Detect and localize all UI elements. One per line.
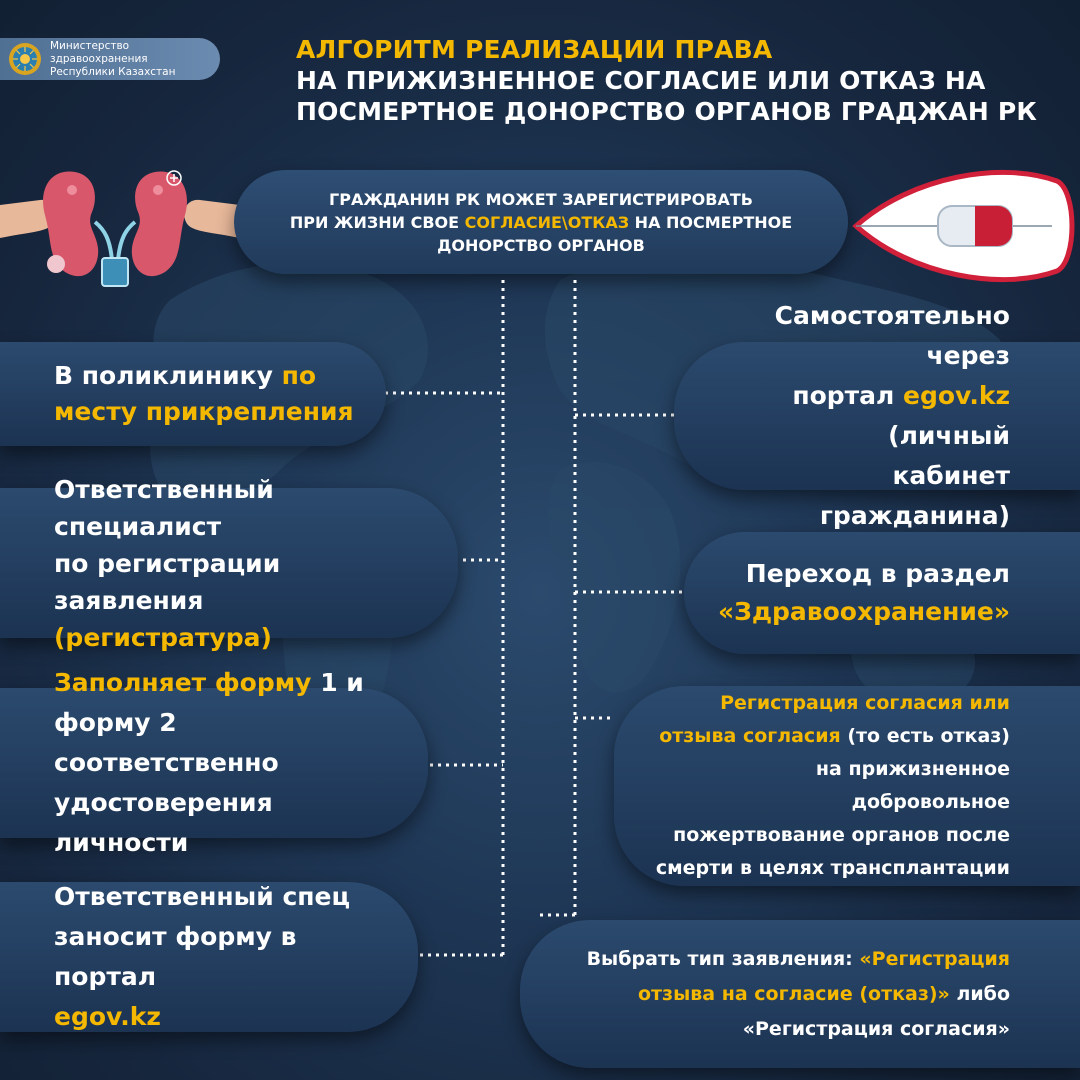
ministry-name: Министерство здравоохранения Республики Казахстан	[50, 39, 176, 78]
right-step-3: Регистрация согласия или отзыва согласия (то есть отказ) на прижизненное добровольное пожертвование органов после смерти в целях трансплантации	[614, 686, 1080, 886]
right-step-2: Переход в раздел «Здравоохранение»	[684, 532, 1080, 654]
ministry-badge	[0, 38, 220, 80]
page-title	[296, 34, 1056, 127]
title-line-3: ПОСМЕРТНОЕ ДОНОРСТВО ОРГАНОВ ГРАДЖАН РК	[296, 97, 1038, 126]
title-line-1: АЛГОРИТМ РЕАЛИЗАЦИИ ПРАВА	[296, 35, 773, 64]
left-step-3: Заполняет форму 1 и форму 2 соответственно удостоверения личности	[0, 688, 428, 838]
left-step-2: Ответственный специалист по регистрации заявления (регистратура)	[0, 488, 458, 638]
right-step-1: Самостоятельно через портал egov.kz (личный кабинет гражданина)	[674, 342, 1080, 490]
intro-line-2: ПРИ ЖИЗНИ СВОЕ СОГЛАСИЕ\ОТКАЗ НА ПОСМЕРТНОЕ	[289, 212, 793, 232]
kidney-icon	[0, 160, 240, 290]
left-step-1: В поликлинику по месту прикрепления	[0, 342, 386, 446]
blood-bag-icon	[852, 156, 1080, 296]
emblem-icon	[8, 42, 42, 76]
left-step-4: Ответственный спец заносит форму в портал egov.kz	[0, 882, 418, 1032]
title-line-2: НА ПРИЖИЗНЕННОЕ СОГЛАСИЕ ИЛИ ОТКАЗ НА	[296, 66, 986, 95]
right-step-4: Выбрать тип заявления: «Регистрация отзыва на согласие (отказ)» либо «Регистрация согласия»	[520, 920, 1080, 1068]
intro-line-1: ГРАЖДАНИН РК МОЖЕТ ЗАРЕГИСТРИРОВАТЬ	[329, 189, 753, 209]
intro-banner	[234, 170, 848, 274]
intro-line-3: ДОНОРСТВО ОРГАНОВ	[437, 235, 645, 255]
